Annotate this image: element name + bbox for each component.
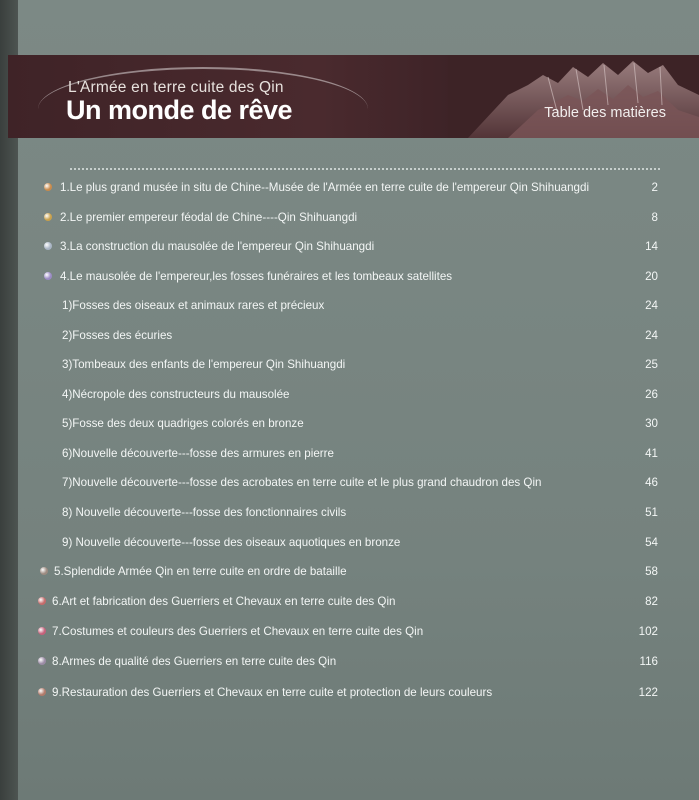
bullet-dot-icon [38, 657, 46, 665]
toc-entry [0, 444, 699, 466]
toc-entry-title: 9.Restauration des Guerriers et Chevaux en terre cuite et protection de leurs couleurs [52, 686, 493, 699]
toc-entry [0, 622, 699, 644]
toc-entry-title: 1)Fosses des oiseaux et animaux rares et précieux [62, 299, 325, 312]
toc-entry-page-number: 25 [645, 358, 658, 371]
toc-entry-title: 9) Nouvelle découverte---fosse des oiseaux aquotiques en bronze [62, 536, 401, 549]
toc-entry-title: 7)Nouvelle découverte---fosse des acrobates en terre cuite et le plus grand chaudron des Qin [62, 476, 542, 489]
toc-entry [0, 414, 699, 436]
bullet-dot-icon [38, 597, 46, 605]
toc-entry-title: 8) Nouvelle découverte---fosse des fonctionnaires civils [62, 506, 347, 519]
toc-entry [0, 562, 699, 584]
toc-entry-page-number: 54 [645, 536, 658, 549]
toc-entry-page-number: 26 [645, 388, 658, 401]
toc-entry [0, 503, 699, 525]
toc-entry [0, 326, 699, 348]
toc-entry-page-number: 24 [645, 299, 658, 312]
toc-entry [0, 683, 699, 705]
toc-entry [0, 533, 699, 555]
toc-entry-page-number: 24 [645, 329, 658, 342]
toc-entry-title: 8.Armes de qualité des Guerriers en terre cuite des Qin [52, 655, 337, 668]
toc-entry-title: 5.Splendide Armée Qin en terre cuite en ordre de bataille [54, 565, 347, 578]
toc-entry-title: 2)Fosses des écuries [62, 329, 173, 342]
toc-entry-page-number: 20 [645, 270, 658, 283]
bullet-dot-icon [40, 567, 48, 575]
toc-entry-title: 6.Art et fabrication des Guerriers et Chevaux en terre cuite des Qin [52, 595, 396, 608]
bullet-dot-icon [44, 272, 52, 280]
bullet-dot-icon [38, 627, 46, 635]
toc-entry-page-number: 122 [638, 686, 658, 699]
toc-entry-page-number: 58 [645, 565, 658, 578]
toc-entry-title: 5)Fosse des deux quadriges colorés en bronze [62, 417, 304, 430]
toc-entry-page-number: 8 [651, 211, 658, 224]
bullet-dot-icon [44, 242, 52, 250]
toc-entry [0, 208, 699, 230]
toc-entry [0, 385, 699, 407]
toc-entry-title: 3)Tombeaux des enfants de l'empereur Qin Shihuangdi [62, 358, 346, 371]
bullet-dot-icon [44, 183, 52, 191]
toc-entry-page-number: 30 [645, 417, 658, 430]
toc-entry-page-number: 116 [639, 655, 658, 668]
toc-entry-title: 4.Le mausolée de l'empereur,les fosses funéraires et les tombeaux satellites [60, 270, 453, 283]
toc-entry-title: 1.Le plus grand musée in situ de Chine--Musée de l'Armée en terre cuite de l'empereur Qin Shihuangdi [60, 181, 590, 194]
toc-entry [0, 652, 699, 674]
bullet-dot-icon [38, 688, 46, 696]
toc-entry-title: 3.La construction du mausolée de l'empereur Qin Shihuangdi [60, 240, 375, 253]
toc-entry-page-number: 46 [645, 476, 658, 489]
toc-entry [0, 178, 699, 200]
book-title: Un monde de rêve [66, 95, 293, 125]
bullet-dot-icon [44, 213, 52, 221]
table-of-contents-label: Table des matières [544, 105, 666, 121]
toc-entry-title: 4)Nécropole des constructeurs du mausolée [62, 388, 290, 401]
toc-entry-page-number: 14 [645, 240, 658, 253]
toc-entry [0, 296, 699, 318]
toc-entry-title: 2.Le premier empereur féodal de Chine----Qin Shihuangdi [60, 211, 358, 224]
toc-entry-title: 7.Costumes et couleurs des Guerriers et Chevaux en terre cuite des Qin [52, 625, 424, 638]
toc-entry-page-number: 2 [651, 181, 658, 194]
toc-entry [0, 473, 699, 495]
toc-entry [0, 237, 699, 259]
toc-entry-page-number: 82 [645, 595, 658, 608]
toc-entry-page-number: 102 [638, 625, 658, 638]
toc-entry [0, 267, 699, 289]
toc-entry [0, 592, 699, 614]
toc-entry-page-number: 41 [645, 447, 658, 460]
toc-entry-page-number: 51 [645, 506, 658, 519]
toc-entry [0, 355, 699, 377]
book-subtitle: L'Armée en terre cuite des Qin [68, 79, 284, 96]
toc-entry-title: 6)Nouvelle découverte---fosse des armures en pierre [62, 447, 334, 460]
